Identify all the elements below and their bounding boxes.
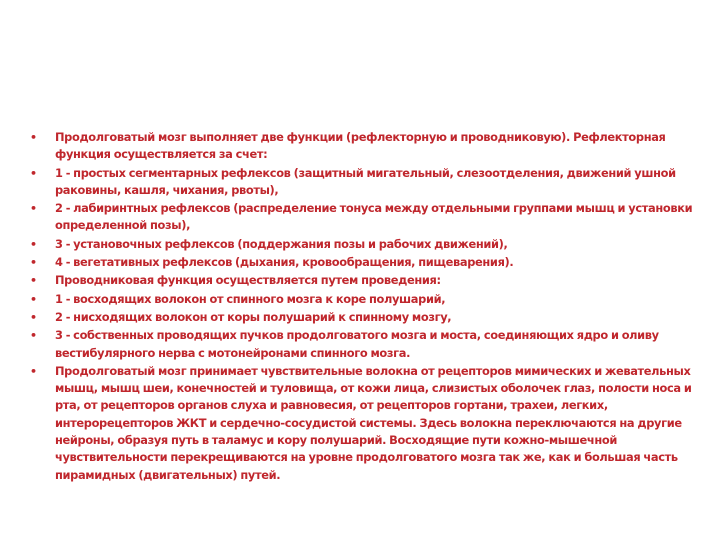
bullet-text: 1 - простых сегментарных рефлексов (защитный мигательный, слезоотделения, движений ушной раковины, кашля, чихания, рвоты), [55,165,676,197]
bullet-item [30,272,695,289]
bullet-dot: • [30,292,37,306]
bullet-dot: • [30,274,37,288]
bullet-dot: • [30,310,37,324]
bullet-dot: • [30,202,37,216]
bullet-item [30,363,695,484]
bullet-item [30,309,695,326]
bullet-item [30,129,695,164]
bullet-text: 3 - собственных проводящих пучков продолговатого мозга и моста, соединяющих ядро и оливу вестибулярного нерва с мотонейронами спинного мозга. [55,328,659,360]
bullet-text: 2 - нисходящих волокон от коры полушарий к спинному мозгу, [55,309,452,324]
bullet-item [30,291,695,308]
bullet-item [30,236,695,253]
bullet-item [30,200,695,235]
bullet-dot: • [30,329,37,343]
bullet-dot: • [30,256,37,270]
bullet-dot: • [30,131,37,144]
bullet-dot: • [30,237,37,251]
bullet-text: 3 - установочных рефлексов (поддержания позы и рабочих движений), [55,236,508,251]
bullet-text: Продолговатый мозг принимает чувствительные волокна от рецепторов мимических и жевательных мышц, мышц шеи, конечностей и туловища, от кожи лица, слизистых оболочек глаз, полости носа и рта, от рецепторов органов слуха и равновесия, от рецепторов гортани, трахеи, легких, интерорецепторов ЖКТ и сердечно-сосудистой системы. Здесь волокна переключаются на другие нейроны, образуя путь в таламус и кору полушарий. Восходящие пути кожно-мышечной чувствительности перекрещиваются на уровне продолговатого мозга так же, как и большая часть пирамидных (двигательных) путей. [55,363,692,482]
bullet-list [30,129,695,485]
bullet-dot: • [30,166,37,180]
bullet-text: Продолговатый мозг выполняет две функции (рефлекторную и проводниковую). Рефлекторная функция осуществляется за счет: [55,130,666,162]
bullet-dot: • [30,364,37,378]
bullet-text: 2 - лабиринтных рефлексов (распределение тонуса между отдельными группами мышц и установки определенной позы), [55,201,693,233]
bullet-text: 4 - вегетативных рефлексов (дыхания, кровообращения, пищеварения). [55,255,514,270]
bullet-item [30,165,695,200]
bullet-text: 1 - восходящих волокон от спинного мозга к коре полушарий, [55,291,446,306]
bullet-item [30,327,695,362]
bullet-text: Проводниковая функция осуществляется путем проведения: [55,273,441,288]
bullet-item [30,254,695,271]
